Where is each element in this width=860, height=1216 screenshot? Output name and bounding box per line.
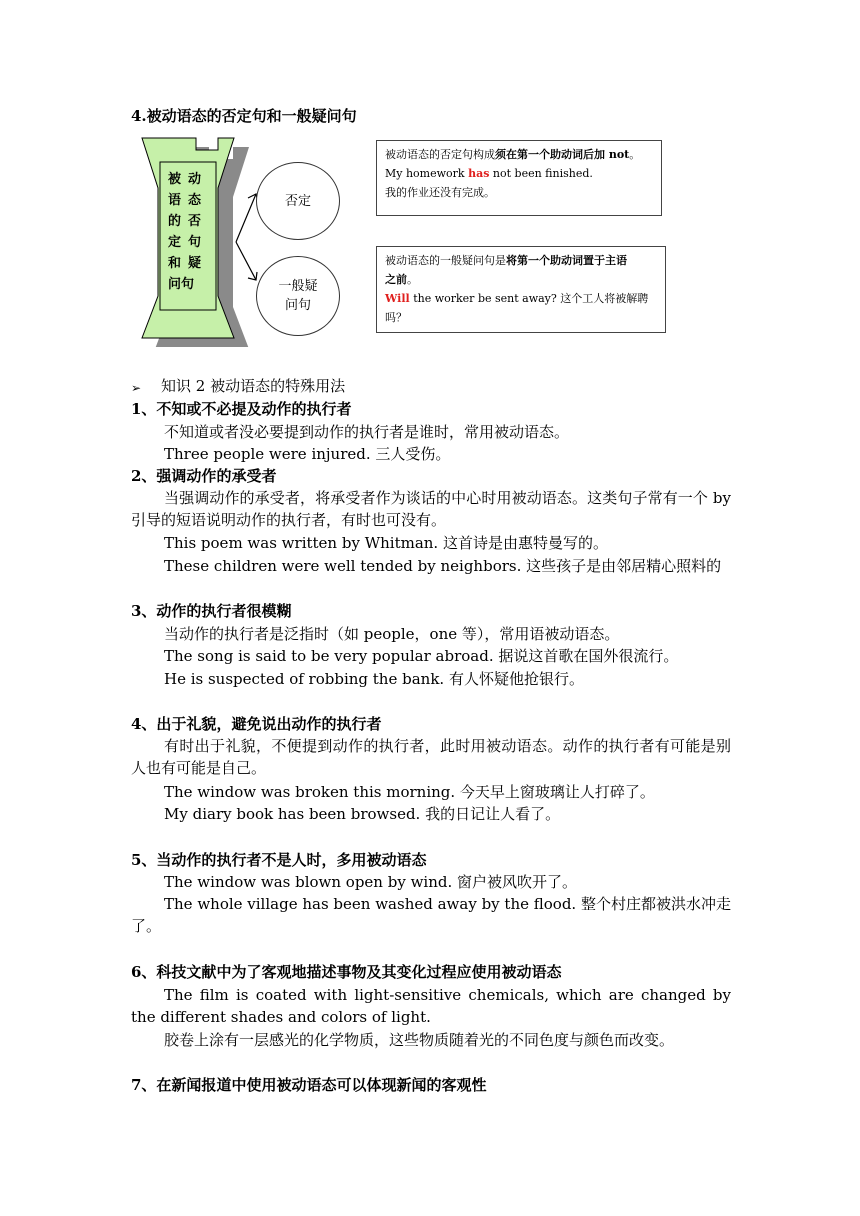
banner-char: 定 xyxy=(168,235,182,250)
negative-example: My homework has not been finished. xyxy=(385,167,593,180)
section-4-title: 4、出于礼貌，避免说出动作的执行者 xyxy=(131,715,382,733)
question-rule-line2: 之前。 xyxy=(385,273,418,286)
section-7-title: 7、在新闻报道中使用被动语态可以体现新闻的客观性 xyxy=(131,1076,487,1094)
oval-negative xyxy=(256,162,340,240)
negative-translation: 我的作业还没有完成。 xyxy=(385,186,495,199)
oval-negative-label: 否定 xyxy=(284,193,311,209)
arrow-bullet-icon: ➢ xyxy=(131,381,142,395)
banner-char: 的 xyxy=(168,214,182,229)
section-heading-4: 4.被动语态的否定句和一般疑问句 xyxy=(131,107,357,125)
question-example: Will the worker be sent away? 这个工人将被解聘 xyxy=(385,292,649,305)
section-6-title: 6、科技文献中为了客观地描述事物及其变化过程应使用被动语态 xyxy=(131,963,562,981)
negative-rule-line1: 被动语态的否定句构成须在第一个助动词后加 not。 xyxy=(385,148,641,161)
passive-voice-diagram xyxy=(130,132,675,347)
section-4-example-1: The window was broken this morning. 今天早上窗玻璃让人打碎了。 xyxy=(164,783,655,801)
banner-char: 否 xyxy=(188,214,202,229)
banner-char: 问句 xyxy=(168,277,195,292)
banner-char: 态 xyxy=(188,193,202,208)
negative-rule-box xyxy=(376,140,662,216)
section-3-example-2: He is suspected of robbing the bank. 有人怀疑他抢银行。 xyxy=(164,670,584,688)
banner-char: 句 xyxy=(188,235,202,250)
section-4-paragraph: 有时出于礼貌，不便提到动作的执行者，此时用被动语态。动作的执行者有可能是别人也有可能是自己。 xyxy=(131,737,731,777)
knowledge-title: 知识 2 被动语态的特殊用法 xyxy=(161,377,346,395)
section-2-title: 2、强调动作的承受者 xyxy=(131,467,277,485)
section-1-text: 不知道或者没必要提到动作的执行者是谁时，常用被动语态。 xyxy=(164,423,570,441)
section-6-example: The film is coated with light-sensitive chemicals, which are changed by the different shades and colors of light. xyxy=(131,986,731,1026)
banner-col-2 xyxy=(188,169,201,274)
section-3-example-1: The song is said to be very popular abroad. 据说这首歌在国外很流行。 xyxy=(164,647,679,665)
question-rule-line1: 被动语态的一般疑问句是将第一个助动词置于主语 xyxy=(385,254,627,267)
section-5-example-2: The whole village has been washed away by the flood. 整个村庄都被洪水冲走了。 xyxy=(131,895,731,935)
oval-question-label: 一般疑 问句 xyxy=(278,279,318,313)
section-2-example-2: These children were well tended by neighbors. 这些孩子是由邻居精心照料的 xyxy=(164,557,722,575)
banner-char: 和 xyxy=(168,256,182,271)
section-5-example-1: The window was blown open by wind. 窗户被风吹开了。 xyxy=(164,873,578,891)
question-rule-box xyxy=(376,246,666,333)
oval-question xyxy=(256,256,340,336)
banner-char: 疑 xyxy=(188,256,202,271)
section-2-example-1: This poem was written by Whitman. 这首诗是由惠特曼写的。 xyxy=(164,534,608,552)
section-1-example: Three people were injured. 三人受伤。 xyxy=(164,445,451,463)
section-5-title: 5、当动作的执行者不是人时，多用被动语态 xyxy=(131,851,427,869)
banner-char: 被 xyxy=(168,172,182,187)
section-3-title: 3、动作的执行者很模糊 xyxy=(131,602,292,620)
question-example-end: 吗？ xyxy=(385,311,407,324)
banner-char: 语 xyxy=(168,193,182,208)
section-3-text: 当动作的执行者是泛指时（如 people，one 等），常用语被动语态。 xyxy=(164,625,620,643)
banner-char: 动 xyxy=(188,172,202,187)
section-4-example-2: My diary book has been browsed. 我的日记让人看了。 xyxy=(164,805,561,823)
section-2-paragraph: 当强调动作的承受者，将承受者作为谈话的中心时用被动语态。这类句子常有一个 by 引导的短语说明动作的执行者，有时也可没有。 xyxy=(131,489,731,529)
section-6-translation: 胶卷上涂有一层感光的化学物质，这些物质随着光的不同色度与颜色而改变。 xyxy=(164,1031,675,1049)
section-1-title: 1、不知或不必提及动作的执行者 xyxy=(131,400,352,418)
